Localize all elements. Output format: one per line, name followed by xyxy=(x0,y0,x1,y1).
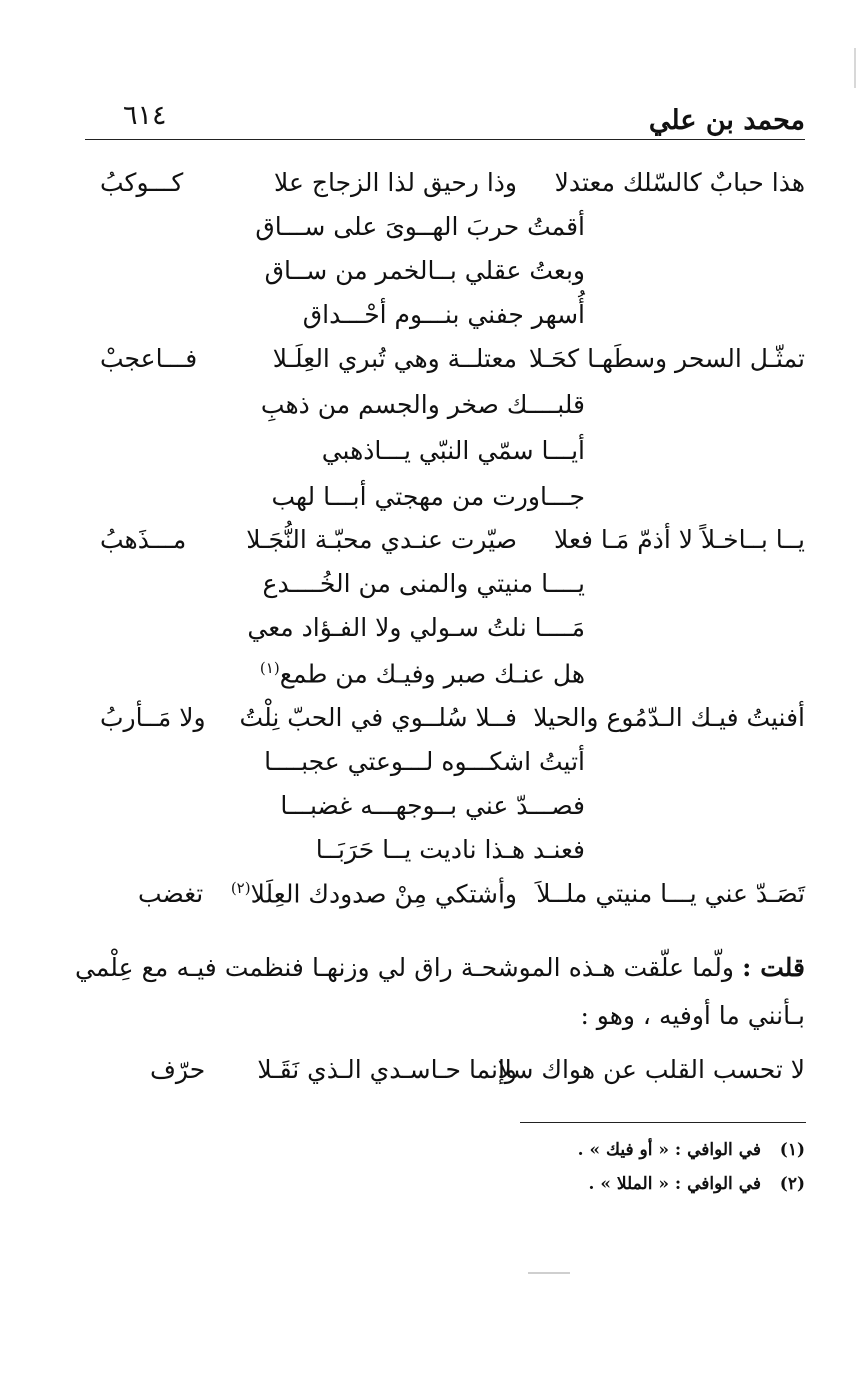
verse-line: أتيتُ اشكـــوه لـــوعتي عجبــــا xyxy=(264,747,585,776)
couplet-first-hemistich: تمثّـل السحر وسطَهـا كحَـلا xyxy=(528,344,805,373)
prose-paragraph xyxy=(75,944,805,1040)
verse-line: مَــــا نلتُ سـولي ولا الفـؤاد معي xyxy=(247,613,585,642)
scan-smudge xyxy=(528,1272,570,1274)
footnote-text: في الوافي : « أو فيك » . xyxy=(577,1140,761,1160)
verse-line: أيـــا سمّي النبّي يـــاذهبي xyxy=(321,436,585,465)
couplet-second-hemistich: وذا رحيق لذا الزجاج علا xyxy=(274,168,517,197)
footnote-1 xyxy=(578,1140,805,1160)
couplet-end-word: ولا مَــأربُ xyxy=(100,703,206,732)
couplet-second-hemistich-with-footnote xyxy=(231,879,517,908)
verse-line-text: هل عنـك صبر وفيـك من طمع xyxy=(279,659,585,689)
final-verse-first-hemistich: لا تحسب القلب عن هواك سلا xyxy=(497,1055,805,1084)
couplet-end-word: مـــذَهبُ xyxy=(100,525,187,554)
footnote-ref-1: (١) xyxy=(259,659,280,677)
verse-line: أقمتُ حربَ الهــوىَ على ســـاق xyxy=(255,212,585,241)
header-divider xyxy=(85,139,805,140)
prose-lead: قلت : xyxy=(742,953,806,982)
couplet-first-hemistich: تَصَـدّ عني يـــا منيتي ملــلاَ xyxy=(536,879,805,908)
footnote-number: (١) xyxy=(779,1140,805,1160)
couplet-end-word: تغضب xyxy=(138,879,204,908)
couplet-second-text: وأشتكي مِنْ صدودك العِلَلا xyxy=(250,879,517,909)
verse-line-with-footnote xyxy=(260,659,585,688)
verse-line: يــــا منيتي والمنى من الخُــــدع xyxy=(262,569,585,598)
couplet-second-hemistich: صيّرت عنـدي محبّـة النُّجَـلا xyxy=(246,525,517,554)
footnote-divider xyxy=(520,1122,806,1123)
couplet-first-hemistich: هذا حبابٌ كالسّلك معتدلا xyxy=(554,168,805,197)
footnote-text: في الوافي : « المللا » . xyxy=(588,1174,761,1194)
final-verse-end-word: حرّف xyxy=(150,1055,206,1084)
verse-line: أُسهر جفني بنـــوم أحْـــداق xyxy=(302,300,585,329)
couplet-end-word: كـــوكبُ xyxy=(100,168,184,197)
final-verse-second-hemistich: وإنما حـاسـدي الـذي نَقَـلا xyxy=(257,1055,517,1084)
footnote-number: (٢) xyxy=(779,1174,805,1194)
footnote-ref-2: (٢) xyxy=(230,879,251,897)
scan-edge-mark xyxy=(854,48,856,88)
couplet-first-hemistich: أفنيتُ فيـك الـدّمُوع والحيلا xyxy=(533,703,805,732)
verse-line: فصـــدّ عني بــوجهـــه غضبـــا xyxy=(280,791,585,820)
footnote-2 xyxy=(589,1174,805,1194)
couplet-end-word: فـــاعجبْ xyxy=(100,344,198,373)
verse-line: قلبــــك صخر والجسم من ذهبِ xyxy=(260,390,585,419)
page-number: ٦١٤ xyxy=(123,100,167,131)
verse-line: وبعتُ عقلي بــالخمر من ســاق xyxy=(264,256,585,285)
couplet-second-hemistich: فــلا سُلــوي في الحبّ نِلْتُ xyxy=(239,703,517,732)
verse-line: فعنـد هـذا ناديت يــا حَرَبَــا xyxy=(315,835,585,864)
couplet-second-hemistich: معتلــة وهي تُبري العِلَـلا xyxy=(272,344,517,373)
verse-line: جـــاورت من مهجتي أبـــا لهب xyxy=(271,482,585,511)
prose-text: ولّما علّقت هـذه الموشحـة راق لي وزنهـا فنظمت فيـه مع عِلْمي بـأنني ما أوفيه ، وهو : xyxy=(75,953,805,1030)
running-header-title: محمد بن علي xyxy=(648,105,805,136)
couplet-first-hemistich: يــا بــاخـلاً لا أذمّ مَـا فعلا xyxy=(554,525,805,554)
